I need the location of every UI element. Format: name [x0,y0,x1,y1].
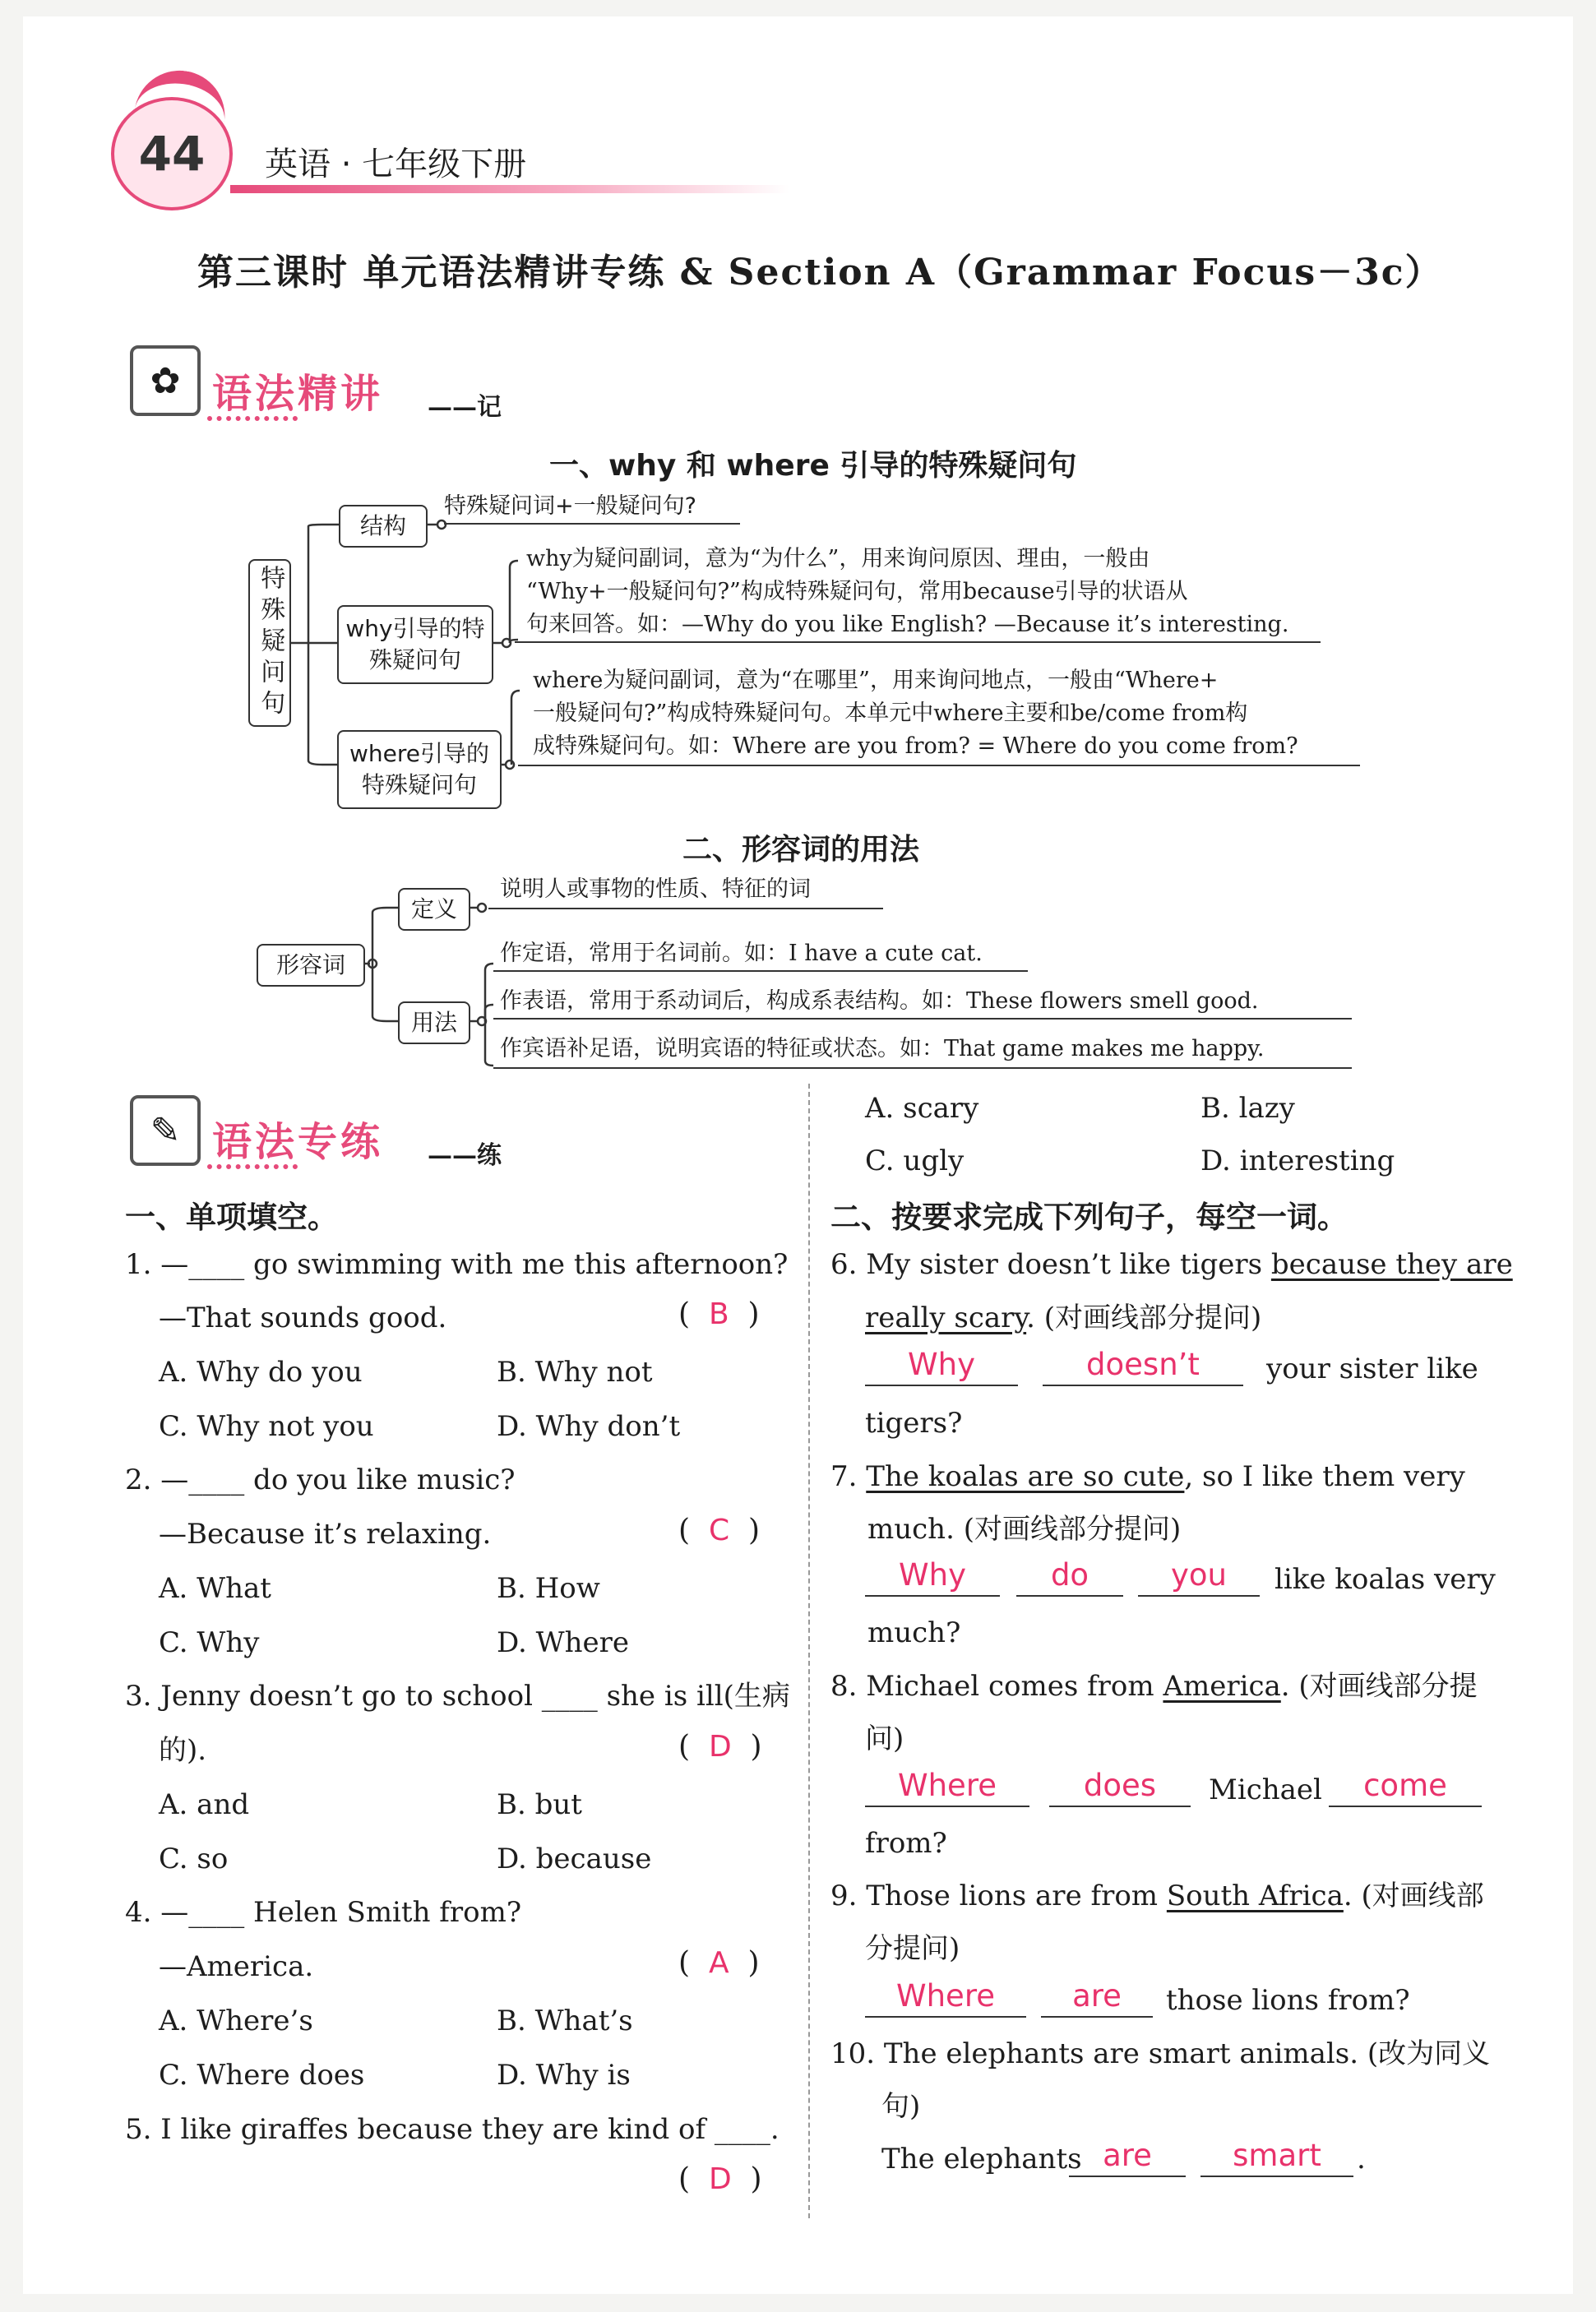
q7-blank-1[interactable]: Why [865,1556,1000,1597]
q1-reply: —That sounds good. [159,1302,447,1334]
q5-option-b: B. lazy [1200,1092,1295,1125]
branch-why: why引导的特殊疑问句 [337,605,493,684]
where-line-1: where为疑问副词，意为“在哪里”，用来询问地点，一般由“Where+ [533,668,1219,693]
structure-text: 特殊疑问词+一般疑问句? [444,493,696,519]
where-line-3: 成特殊疑问句。如：Where are you from? = Where do you come from? [533,733,1298,759]
q7-line2: much. (对画线部分提问) [867,1513,1182,1546]
q8-mid: Michael [1209,1773,1322,1806]
q4-option-d: D. Why is [497,2059,631,2092]
section2-heading: 二、按要求完成下列句子，每空一词。 [830,1200,1348,1235]
book-title: 英语 · 七年级下册 [265,146,527,183]
q4-option-c: C. Where does [159,2059,365,2092]
column-divider [808,1084,810,2218]
q2-answer-paren: ( C ) [678,1514,761,1547]
q4-answer: A [708,1946,729,1980]
why-line-3: 句来回答。如：—Why do you like English? —Because it’s interesting. [526,612,1289,637]
q5-option-c: C. ugly [865,1144,965,1177]
q3-option-c: C. so [159,1843,229,1875]
q1-option-b: B. Why not [497,1356,653,1389]
q2-option-a: A. What [159,1572,271,1605]
q6-tail-2: tigers? [865,1407,963,1440]
q9-text-b: . (对画线部 [1343,1880,1484,1912]
lecture-sub: ——记 [428,393,502,422]
q1-stem: 1. —____ go swimming with me this afternoon? [125,1248,789,1281]
part1-title: 一、why 和 where 引导的特殊疑问句 [549,449,1077,483]
q6-blank-1[interactable]: Why [865,1345,1018,1386]
q8-line2: 问) [865,1722,904,1755]
q5-stem: 5. I like giraffes because they are kind of ____. [125,2113,779,2146]
q8-text-a: 8. Michael comes from [830,1670,1163,1703]
q7-tail-2: much? [867,1616,961,1649]
q8-tail: from? [865,1827,947,1860]
usage-2: 作表语，常用于系动词后，构成系表结构。如：These flowers smell good. [500,988,1259,1014]
why-line-1: why为疑问副词，意为“为什么”，用来询问原因、理由，一般由 [526,546,1150,571]
definition-text: 说明人或事物的性质、特征的词 [500,876,811,902]
q4-stem: 4. —____ Helen Smith from? [125,1896,522,1929]
q5-answer-paren: ( D ) [678,2162,762,2196]
q7-text-b: , so I like them very [1184,1460,1465,1493]
q3-option-a: A. and [159,1788,250,1821]
q4-answer-paren: ( A ) [678,1946,760,1980]
q3-answer-paren: ( D ) [678,1730,762,1764]
q9-blank-2[interactable]: are [1041,1977,1153,2018]
q7-tail-1: like koalas very [1274,1563,1496,1596]
q2-stem: 2. —____ do you like music? [125,1463,516,1496]
q9-line1 [830,1878,1484,1914]
q1-answer-paren: ( B ) [678,1297,760,1331]
q8-blank-2[interactable]: does [1049,1766,1191,1807]
tv-icon: ✿ [130,345,201,416]
q9-line2: 分提问) [865,1932,960,1965]
q7-line1 [830,1459,1465,1495]
q7-blank-3[interactable]: you [1138,1556,1260,1597]
q10-blank-1[interactable]: are [1069,2136,1186,2177]
q4-option-b: B. What’s [497,2005,633,2037]
where-line-2: 一般疑问句?”构成特殊疑问句。本单元中where主要和be/come from构 [533,701,1248,726]
q10-line2: 句) [881,2090,921,2123]
lesson-title: 第三课时 单元语法精讲专练 & Section A（Grammar Focus－3c） [197,252,1443,294]
usage-3: 作宾语补足语，说明宾语的特征或状态。如：That game makes me happy. [500,1036,1265,1061]
root-box-adjective: 形容词 [257,944,365,987]
why-line-2: “Why+一般疑问句?”构成特殊疑问句，常用because引导的状语从 [526,579,1188,604]
q2-reply: —Because it’s relaxing. [159,1518,492,1551]
practice-banner: 语法专练 [212,1119,384,1165]
q3-option-d: D. because [497,1843,652,1875]
q5-answer: D [708,2162,732,2196]
q6-text-b: . (对画线部分提问) [1026,1302,1262,1334]
q6-tail-1: your sister like [1266,1353,1478,1385]
q1-option-a: A. Why do you [159,1356,363,1389]
q10-end: . [1357,2143,1366,2176]
q1-answer: B [708,1297,729,1331]
lecture-banner: 语法精讲 [212,371,384,417]
q6-underlined-2: really scary [865,1302,1027,1334]
usage-2-underline [493,1018,1352,1020]
why-underline [515,641,1321,643]
q10-line1: 10. The elephants are smart animals. (改为同义 [830,2037,1491,2070]
q3-option-b: B. but [497,1788,582,1821]
q8-blank-3[interactable]: come [1329,1766,1482,1807]
q4-reply: —America. [159,1950,314,1983]
definition-underline [488,908,883,909]
q6-underlined-1: because they are [1270,1248,1513,1281]
q9-text-a: 9. Those lions are from [830,1880,1167,1912]
usage-3-underline [493,1067,1352,1069]
page-number: 44 [138,126,206,182]
q9-underlined: South Africa [1166,1880,1344,1912]
q6-line2 [865,1300,1261,1336]
branch-structure: 结构 [339,505,428,548]
q4-option-a: A. Where’s [159,2005,313,2037]
branch-definition: 定义 [398,888,470,931]
q8-blank-1[interactable]: Where [865,1766,1029,1807]
usage-1: 作定语，常用于名词前。如：I have a cute cat. [500,941,983,966]
q2-option-d: D. Where [497,1626,630,1659]
practice-sub: ——练 [428,1141,502,1170]
q2-answer: C [708,1514,730,1547]
q9-blank-1[interactable]: Where [865,1977,1026,2018]
branch-where: where引导的特殊疑问句 [337,730,502,809]
q8-line1 [830,1668,1478,1704]
q9-tail: those lions from? [1166,1984,1410,2017]
banner-dots-2 [207,1159,298,1169]
q3-answer: D [708,1730,732,1764]
q5-option-d: D. interesting [1200,1144,1395,1177]
q7-underlined: The koalas are so cute [866,1460,1185,1493]
q7-blank-2[interactable]: do [1016,1556,1123,1597]
branch-usage: 用法 [398,1001,470,1044]
q10-blank-2[interactable]: smart [1200,2136,1353,2177]
q8-text-b: . (对画线部分提 [1280,1670,1478,1703]
q6-line1 [830,1246,1513,1283]
q6-blank-2[interactable]: doesn’t [1043,1345,1243,1386]
notebook-pencil-icon: ✎ [130,1095,201,1166]
section1-heading: 一、单项填空。 [125,1200,338,1235]
q3-stem: 3. Jenny doesn’t go to school ____ she is ill(生病 [125,1680,790,1713]
structure-underline [444,523,740,525]
q8-underlined: America [1163,1670,1281,1703]
q5-option-a: A. scary [865,1092,979,1125]
q2-option-b: B. How [497,1572,600,1605]
q6-text-a: 6. My sister doesn’t like tigers [830,1248,1271,1281]
q10-pre: The elephants [881,2143,1082,2176]
part2-title: 二、形容词的用法 [682,833,920,867]
q1-option-c: C. Why not you [159,1410,374,1443]
usage-1-underline [493,970,1028,972]
q2-option-c: C. Why [159,1626,260,1659]
q1-option-d: D. Why don’t [497,1410,681,1443]
q7-number: 7. [830,1460,858,1493]
root-box-question: 特殊疑问句 [248,559,291,727]
q3-reply: 的). [159,1734,207,1767]
where-underline [518,765,1360,766]
